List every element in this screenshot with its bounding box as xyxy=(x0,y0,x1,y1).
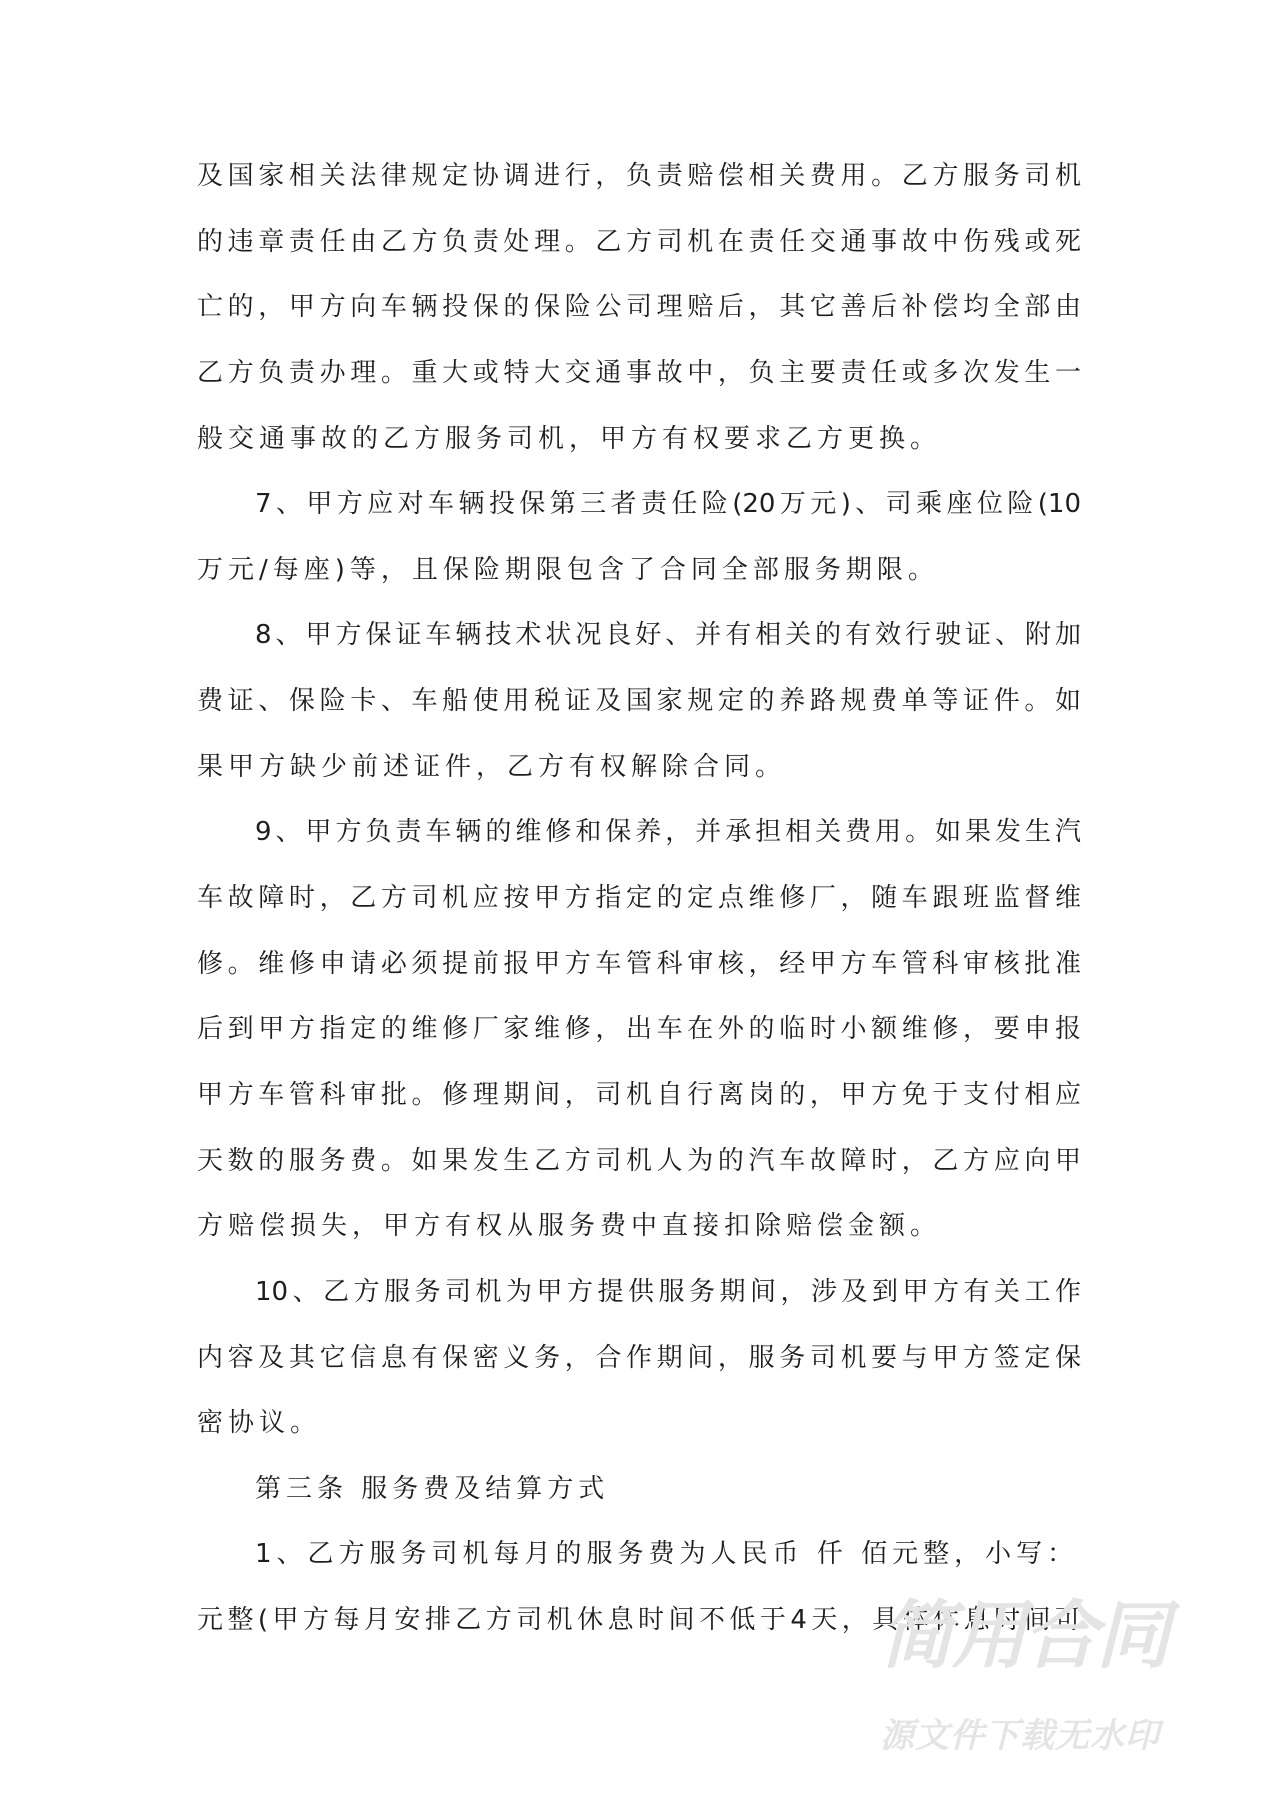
text-line: 车故障时，乙方司机应按甲方指定的定点维修厂，随车跟班监督维 xyxy=(197,883,1081,914)
text-line: 后到甲方指定的维修厂家维修，出车在外的临时小额维修，要申报 xyxy=(197,1014,1081,1045)
text-line: 及国家相关法律规定协调进行，负责赔偿相关费用。乙方服务司机 xyxy=(197,161,1081,191)
text-line: 亡的，甲方向车辆投保的保险公司理赔后，其它善后补偿均全部由 xyxy=(197,292,1081,323)
text-line: 天数的服务费。如果发生乙方司机人为的汽车故障时，乙方应向甲 xyxy=(197,1145,1081,1176)
clause-10-heading-line: 10、乙方服务司机为甲方提供服务期间，涉及到甲方有关工作 xyxy=(255,1276,1081,1307)
text-line: 元整(甲方每月安排乙方司机休息时间不低于4天，具体休息时间可 xyxy=(197,1605,1081,1636)
document-body xyxy=(197,144,1081,1654)
text-line: 甲方车管科审批。修理期间，司机自行离岗的，甲方免于支付相应 xyxy=(197,1079,1081,1110)
text-line: 乙方负责办理。重大或特大交通事故中，负主要责任或多次发生一 xyxy=(197,357,1081,388)
text-line: 果甲方缺少前述证件，乙方有权解除合同。 xyxy=(197,751,787,782)
text-line: 般交通事故的乙方服务司机，甲方有权要求乙方更换。 xyxy=(197,423,942,454)
text-line: 内容及其它信息有保密义务，合作期间，服务司机要与甲方签定保 xyxy=(197,1342,1081,1373)
article-3-heading: 第三条 服务费及结算方式 xyxy=(255,1473,610,1504)
text-line: 密协议。 xyxy=(197,1408,322,1439)
clause-7-heading-line: 7、甲方应对车辆投保第三者责任险(20万元)、司乘座位险(10 xyxy=(255,489,1081,520)
article-3-clause-1-line: 1、乙方服务司机每月的服务费为人民币 仟 佰元整，小写： xyxy=(255,1539,1079,1570)
text-line: 修。维修申请必须提前报甲方车管科审核，经甲方车管科审核批准 xyxy=(197,948,1081,979)
watermark-slogan: 源文件下载无水印 xyxy=(880,1716,1160,1756)
clause-8-heading-line: 8、甲方保证车辆技术状况良好、并有相关的有效行驶证、附加 xyxy=(255,620,1081,651)
text-line: 的违章责任由乙方负责处理。乙方司机在责任交通事故中伤残或死 xyxy=(197,226,1081,257)
watermark-brand: 简用合同 xyxy=(880,1593,1168,1679)
text-line: 费证、保险卡、车船使用税证及国家规定的养路规费单等证件。如 xyxy=(197,686,1081,717)
text-line: 方赔偿损失，甲方有权从服务费中直接扣除赔偿金额。 xyxy=(197,1211,942,1242)
clause-9-heading-line: 9、甲方负责车辆的维修和保养，并承担相关费用。如果发生汽 xyxy=(255,817,1081,848)
text-line: 万元/每座)等，且保险期限包含了合同全部服务期限。 xyxy=(197,554,939,585)
